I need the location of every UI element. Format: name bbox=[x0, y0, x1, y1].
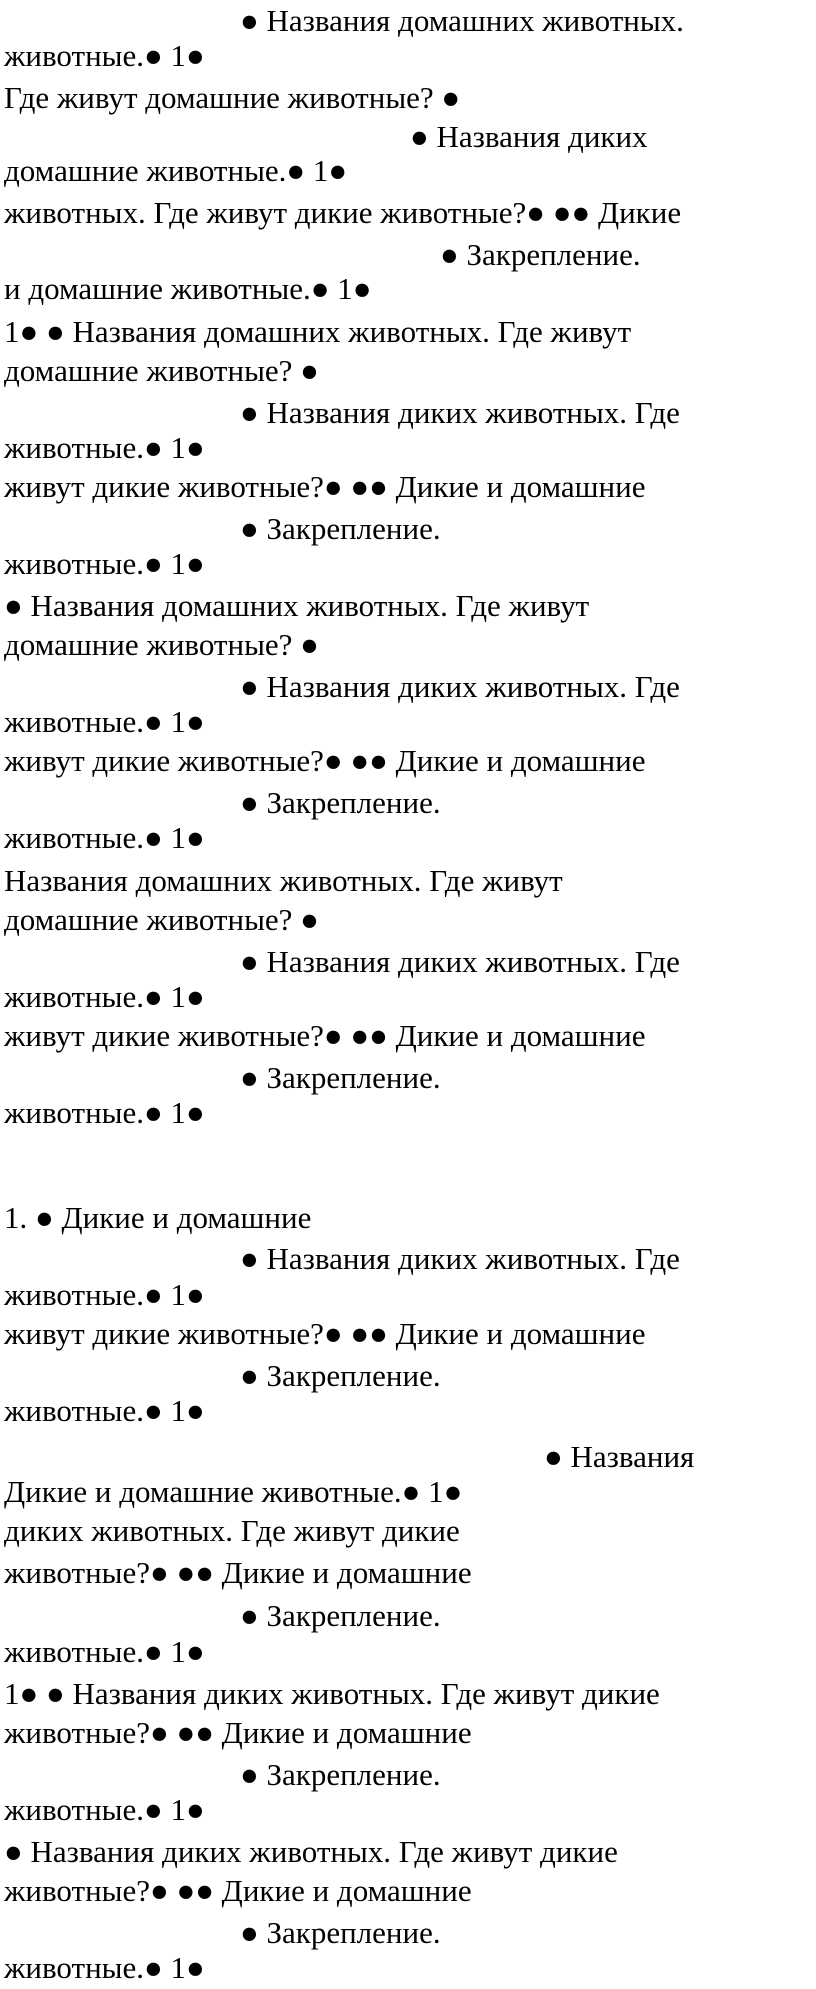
text-line: ● Закрепление. bbox=[240, 1060, 441, 1095]
text-line: Дикие и домашние животные.● 1● bbox=[4, 1474, 463, 1509]
text-line: животные.● 1● bbox=[4, 1634, 205, 1669]
text-line: животные.● 1● bbox=[4, 1393, 205, 1428]
text-line: ● Закрепление. bbox=[240, 1757, 441, 1792]
text-line: ● Названия bbox=[544, 1439, 695, 1474]
text-line: животные.● 1● bbox=[4, 38, 205, 73]
text-line: животные.● 1● bbox=[4, 546, 205, 581]
text-line: ● Названия диких животных. Где bbox=[240, 669, 680, 704]
text-line: ● Названия домашних животных. Где живут bbox=[4, 588, 590, 623]
text-line: ● Закрепление. bbox=[240, 1358, 441, 1393]
text-line: ● Названия домашних животных. bbox=[240, 3, 684, 38]
text-line: ● Закрепление. bbox=[440, 237, 641, 272]
text-line: ● Названия диких животных. Где живут дикие bbox=[4, 1834, 618, 1869]
text-line: ● Названия диких животных. Где bbox=[240, 1241, 680, 1276]
text-line: домашние животные.● 1● bbox=[4, 153, 348, 188]
text-line: животные.● 1● bbox=[4, 1277, 205, 1312]
text-line: Где живут домашние животные? ● bbox=[4, 80, 461, 115]
text-line: животные?● ●● Дикие и домашние bbox=[4, 1873, 472, 1908]
text-line: ● Закрепление. bbox=[240, 511, 441, 546]
text-line: животные.● 1● bbox=[4, 704, 205, 739]
text-line: ● Закрепление. bbox=[240, 785, 441, 820]
text-line: 1● ● Названия домашних животных. Где живут bbox=[4, 314, 632, 349]
text-line: живут дикие животные?● ●● Дикие и домашние bbox=[4, 1316, 646, 1351]
text-line: животные.● 1● bbox=[4, 1792, 205, 1827]
text-line: ● Названия диких животных. Где bbox=[240, 395, 680, 430]
text-line: ● Названия диких bbox=[410, 119, 648, 154]
text-line: ● Закрепление. bbox=[240, 1915, 441, 1950]
text-line: животные.● 1● bbox=[4, 820, 205, 855]
text-line: домашние животные? ● bbox=[4, 353, 319, 388]
text-line: 1● ● Названия диких животных. Где живут дикие bbox=[4, 1676, 660, 1711]
list-item: 1. ● Дикие и домашние bbox=[4, 1200, 312, 1235]
text-line: ● Закрепление. bbox=[240, 1598, 441, 1633]
text-line: животных. Где живут дикие животные?● ●● Дикие bbox=[4, 195, 682, 230]
text-line: живут дикие животные?● ●● Дикие и домашние bbox=[4, 743, 646, 778]
text-line: животные?● ●● Дикие и домашние bbox=[4, 1715, 472, 1750]
text-line: живут дикие животные?● ●● Дикие и домашние bbox=[4, 469, 646, 504]
text-line: животные?● ●● Дикие и домашние bbox=[4, 1555, 472, 1590]
text-line: животные.● 1● bbox=[4, 1095, 205, 1130]
text-line: живут дикие животные?● ●● Дикие и домашние bbox=[4, 1018, 646, 1053]
text-line: животные.● 1● bbox=[4, 1950, 205, 1985]
text-line: животные.● 1● bbox=[4, 430, 205, 465]
text-line: Названия домашних животных. Где живут bbox=[4, 863, 563, 898]
text-line: животные.● 1● bbox=[4, 979, 205, 1014]
text-line: домашние животные? ● bbox=[4, 902, 319, 937]
text-line: и домашние животные.● 1● bbox=[4, 271, 372, 306]
text-line: ● Названия диких животных. Где bbox=[240, 944, 680, 979]
text-line: домашние животные? ● bbox=[4, 627, 319, 662]
text-line: диких животных. Где живут дикие bbox=[4, 1513, 460, 1548]
